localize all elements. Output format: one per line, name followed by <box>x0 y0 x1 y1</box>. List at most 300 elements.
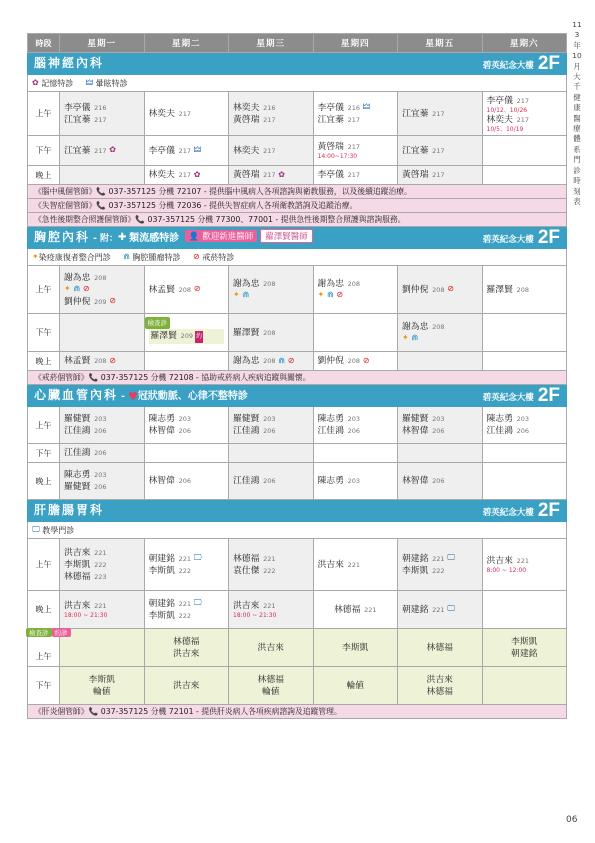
doctor-name: 朝建銘 <box>402 553 429 564</box>
room-number: 217 <box>432 109 445 118</box>
no-smoking-icon: ⊘ <box>336 290 344 299</box>
doctor-name: 林德福 <box>173 636 200 647</box>
room-number: 217 <box>516 96 530 105</box>
room-number: 208 <box>347 357 361 365</box>
room-number: 217 <box>347 115 361 124</box>
dept-name: 腦神經內科 <box>34 55 105 70</box>
doctor-name: 林奕夫 <box>486 114 513 125</box>
slot-row-pm <box>28 136 567 166</box>
schedule-cell <box>398 667 483 705</box>
schedule-cell <box>229 539 314 591</box>
room-number: 208 <box>178 285 192 294</box>
room-number: 206 <box>94 449 107 457</box>
schedule-cell <box>144 444 229 463</box>
doctor-name: 洪吉來 <box>64 601 91 611</box>
schedule-cell <box>229 266 314 314</box>
teaching-clinic-icon: 🖵 <box>193 598 202 607</box>
case-manager-note: 《肝炎個管師》📞 037-357125 分機 72101 - 提供肝炎病人各項疾病諮詢及追蹤管理。 <box>28 705 567 719</box>
covid-recovery-icon: ✦ <box>32 252 39 261</box>
doctor-name: 洪吉來 <box>317 559 344 570</box>
room-number: 208 <box>94 357 107 365</box>
slot-row-am <box>28 266 567 314</box>
doctor-name: 林智偉 <box>148 426 175 436</box>
room-number: 208 <box>263 279 276 288</box>
doctor-name: 江佳鴻 <box>64 426 91 436</box>
slot-row-pm <box>28 314 567 352</box>
note-row <box>28 185 567 199</box>
room-number: 217 <box>347 143 361 151</box>
schedule-cell <box>229 444 314 463</box>
room-number: 216 <box>263 103 276 112</box>
special-clinic-label: 冠狀動脈、心律不整特診 <box>137 390 248 402</box>
note-row <box>28 213 567 227</box>
slot-label-cell <box>28 629 68 667</box>
schedule-cell <box>144 539 229 591</box>
doctor-name: 陳志勇 <box>486 414 513 424</box>
doctor-name: 江佳鴻 <box>64 448 91 458</box>
doctor-name: 黃啓瑞 <box>402 170 429 180</box>
room-number: 208 <box>263 328 276 337</box>
doctor-name: 林德福 <box>426 642 453 653</box>
page-number: 06 <box>566 815 578 825</box>
dept-header-gi <box>28 500 567 522</box>
schedule-cell <box>144 166 229 185</box>
dept-sub: - 附： <box>90 233 119 244</box>
welcome-badge: 👤 歡迎新進醫師 <box>185 230 257 242</box>
schedule-cell <box>398 591 483 629</box>
schedule-cell <box>229 352 314 371</box>
room-number: 208 <box>263 357 276 365</box>
doctor-name: 李亭儀 <box>486 95 513 106</box>
schedule-cell <box>60 266 145 314</box>
doctor-name: 黃啓瑞 <box>233 114 260 125</box>
slot-label: 上午 <box>28 407 60 444</box>
room-number: 206 <box>432 477 445 485</box>
time-note: 14:00~17:30 <box>317 153 358 160</box>
date-note: 10/12、10/26 <box>486 106 528 114</box>
doctor-name: 林德福 <box>426 686 453 697</box>
schedule-cell <box>313 352 398 371</box>
doctor-name: 洪吉來 <box>64 547 91 558</box>
flu-icon: ✚ <box>118 232 127 243</box>
heart-icon: ♥ <box>128 389 138 403</box>
schedule-cell <box>144 629 229 667</box>
doctor-name: 劉仲倪 <box>402 284 429 295</box>
room-number: 209 <box>94 297 107 306</box>
room-number: 222 <box>178 611 192 620</box>
dept-name: 肝膽腸胃科 <box>34 502 105 517</box>
room-number: 203 <box>94 471 107 479</box>
doctor-name: 羅澤賢 <box>233 327 260 338</box>
schedule-cell <box>313 266 398 314</box>
slot-label: 下午 <box>28 136 60 166</box>
doctor-name: 謝為忠 <box>233 278 260 289</box>
room-number: 206 <box>516 427 530 435</box>
room-number: 217 <box>516 115 530 124</box>
room-number: 208 <box>432 285 445 294</box>
dizziness-clinic-icon: 🜲 <box>193 145 202 154</box>
schedule-cell <box>313 314 398 352</box>
doctor-name: 謝為忠 <box>233 356 260 366</box>
room-number: 221 <box>94 602 107 610</box>
case-manager-note: 《失智症個管師》📞 037-357125 分機 72036 - 提供失智症病人各項衛教諮詢及追蹤治療。 <box>28 199 567 213</box>
room-number: 217 <box>347 171 361 179</box>
note-row <box>28 371 567 385</box>
lung-icon: ⋒ <box>411 333 419 342</box>
doctor-name: 劉仲倪 <box>64 296 91 307</box>
room-number: 221 <box>263 554 276 563</box>
room-number: 206 <box>94 427 107 435</box>
slot-label: 上午 <box>28 266 60 314</box>
exam-clinic-tag: 檢查診 <box>145 317 171 329</box>
schedule-cell <box>313 463 398 500</box>
dept-header-chest <box>28 227 567 249</box>
time-note: 8:00 ~ 12:00 <box>486 567 527 574</box>
dept-name: 心臟血管內科 <box>34 387 119 402</box>
slot-row-am <box>28 92 567 136</box>
slot-label: 上午 <box>35 652 52 661</box>
schedule-cell <box>229 407 314 444</box>
doctor-name: 李亭儀 <box>64 102 91 113</box>
doctor-name: 江宜蓁 <box>64 145 91 156</box>
teaching-clinic-icon: 🖵 <box>193 553 202 562</box>
room-number: 221 <box>516 557 530 565</box>
schedule-cell <box>60 667 145 705</box>
schedule-cell <box>313 591 398 629</box>
legend-label: 教學門診 <box>42 525 75 535</box>
schedule-cell <box>482 166 567 185</box>
slot-label: 晚上 <box>28 591 60 629</box>
floor-label: 2F <box>537 384 560 406</box>
legend-label: 記憶特診 <box>41 78 74 88</box>
schedule-cell <box>482 444 567 463</box>
doctor-name: 江佳鴻 <box>486 426 513 436</box>
doctor-name: 黃啓瑞 <box>317 142 344 152</box>
room-number: 221 <box>263 602 276 610</box>
schedule-cell <box>482 629 567 667</box>
case-manager-note: 《戒菸個管師》📞 037-357125 分機 72108 - 協助戒菸病人疾病追蹤與關懷。 <box>28 371 567 385</box>
dizziness-clinic-icon: 🜲 <box>85 78 94 87</box>
covid-recovery-icon: ✦ <box>317 290 325 299</box>
schedule-cell <box>482 407 567 444</box>
schedule-cell <box>398 136 483 166</box>
doctor-name: 羅健賢 <box>64 482 91 492</box>
room-number: 216 <box>347 103 361 112</box>
room-number: 206 <box>178 427 192 435</box>
room-number: 203 <box>347 415 361 423</box>
doctor-name: 江宜蓁 <box>64 114 91 125</box>
slot-row-eve <box>28 352 567 371</box>
slot-row-eve <box>28 166 567 185</box>
flu-clinic-label: 類流感特診 <box>129 232 180 244</box>
dept-sub: - <box>118 391 129 402</box>
doctor-name: 黃啓瑞 <box>233 170 260 180</box>
doctor-name: 江佳鴻 <box>317 426 344 436</box>
covid-recovery-icon: ✦ <box>402 333 409 342</box>
date-note: 10/5、10/19 <box>486 125 524 133</box>
doctor-name: 朝建銘 <box>402 604 429 615</box>
room-number: 203 <box>263 415 276 423</box>
room-number: 222 <box>432 566 445 575</box>
legend-row <box>28 249 567 266</box>
no-smoking-icon: ⊘ <box>362 355 370 365</box>
no-smoking-icon: ⊘ <box>287 355 295 365</box>
schedule-cell <box>313 444 398 463</box>
memory-clinic-icon: ✿ <box>193 169 201 179</box>
schedule-cell <box>60 92 145 136</box>
case-manager-note: 《急性後期整合照護個管師》📞 037-357125 分機 77300、77001 - 提供急性後期整合照護與諮詢服務。 <box>28 213 567 227</box>
teaching-clinic-icon: 🖵 <box>447 604 456 613</box>
schedule-cell <box>313 407 398 444</box>
doctor-name: 羅健賢 <box>233 414 260 424</box>
schedule-cell <box>398 444 483 463</box>
new-doctor-badge: 蘿澤賢醫師 <box>260 229 313 243</box>
doctor-name: 江佳鴻 <box>233 426 260 436</box>
room-number: 217 <box>94 146 107 155</box>
schedule-cell <box>313 166 398 185</box>
room-number: 217 <box>178 109 192 118</box>
legend-label: 胸腔腫瘤特診 <box>132 252 181 262</box>
room-number: 208 <box>516 285 530 294</box>
time-note: 18:00 ~ 21:30 <box>64 612 108 619</box>
slot-row-am <box>28 539 567 591</box>
schedule-cell <box>482 591 567 629</box>
schedule-cell <box>482 314 567 352</box>
slot-row-exam-pm <box>28 667 567 705</box>
room-number: 216 <box>94 103 107 112</box>
memory-clinic-icon: ✿ <box>109 145 116 154</box>
doctor-name: 陳志勇 <box>148 414 175 424</box>
schedule-cell <box>144 266 229 314</box>
teaching-clinic-icon: 🖵 <box>32 525 40 534</box>
schedule-cell <box>60 166 145 185</box>
doctor-name: 洪吉來 <box>173 680 200 691</box>
schedule-cell <box>482 136 567 166</box>
lung-icon: ⋒ <box>278 355 285 365</box>
schedule-cell <box>398 407 483 444</box>
schedule-cell <box>144 352 229 371</box>
doctor-name: 林奕夫 <box>233 145 260 156</box>
room-number: 208 <box>347 279 361 288</box>
exam-clinic-tag: 檢查診 <box>26 628 52 637</box>
doctor-name: 林智偉 <box>148 476 175 486</box>
doctor-name: 洪吉來 <box>426 674 453 685</box>
time-note: 18:00 ~ 21:30 <box>233 612 277 619</box>
schedule-cell <box>60 407 145 444</box>
schedule-cell <box>398 266 483 314</box>
room-number: 203 <box>178 415 192 423</box>
schedule-cell <box>229 166 314 185</box>
room-number: 206 <box>94 483 107 491</box>
lung-icon: ⋒ <box>73 284 81 293</box>
room-number: 203 <box>516 415 530 423</box>
doctor-name: 林孟賢 <box>148 284 175 295</box>
schedule-cell <box>60 463 145 500</box>
schedule-cell <box>229 667 314 705</box>
dept-name: 胸腔內科 <box>34 229 91 244</box>
room-number: 221 <box>94 548 107 557</box>
no-smoking-icon: ⊘ <box>193 284 201 293</box>
schedule-cell <box>144 314 229 352</box>
no-smoking-icon: ⊘ <box>193 252 200 261</box>
schedule-cell <box>60 539 145 591</box>
floor-label: 2F <box>537 499 560 521</box>
room-number: 217 <box>432 171 445 179</box>
doctor-name: 李斯凱 <box>342 642 369 653</box>
room-number: 217 <box>432 146 445 155</box>
no-smoking-icon: ⊘ <box>82 284 90 293</box>
schedule-cell <box>398 166 483 185</box>
slot-row-am <box>28 407 567 444</box>
schedule-cell <box>60 591 145 629</box>
header-mon: 星期一 <box>60 34 145 53</box>
doctor-name: 謝為忠 <box>317 278 344 289</box>
doctor-name: 林智偉 <box>402 476 429 486</box>
room-number: 217 <box>94 115 107 124</box>
room-number: 206 <box>263 477 276 485</box>
slot-label: 晚上 <box>28 463 60 500</box>
memory-clinic-icon: ✿ <box>278 169 285 179</box>
schedule-cell <box>144 407 229 444</box>
header-time: 時段 <box>28 34 60 53</box>
slot-row-pm <box>28 444 567 463</box>
appointment-badge: 約 <box>195 331 203 343</box>
schedule-cell <box>144 92 229 136</box>
schedule-cell <box>229 136 314 166</box>
doctor-name: 李斯凱 <box>148 610 175 621</box>
doctor-name: 謝為忠 <box>402 321 429 332</box>
schedule-cell <box>60 629 145 667</box>
dept-header-neuro <box>28 53 567 75</box>
welcome-label: 歡迎新進醫師 <box>202 231 254 242</box>
doctor-name: 李斯凱 <box>64 559 91 570</box>
header-row <box>28 34 567 53</box>
doctor-name: 李斯凱 <box>402 565 429 576</box>
side-vertical-title: 113年10月大千健康醫療體系門診時刻表 <box>572 20 582 206</box>
header-sat: 星期六 <box>482 34 567 53</box>
header-tue: 星期二 <box>144 34 229 53</box>
doctor-name: 李斯凱 <box>88 674 115 685</box>
room-number: 223 <box>94 572 107 581</box>
lung-icon: ⋒ <box>326 290 334 299</box>
doctor-name: 林奕夫 <box>148 108 175 119</box>
room-number: 217 <box>178 171 192 179</box>
doctor-name: 羅澤賢 <box>150 331 177 341</box>
room-number: 217 <box>263 171 276 179</box>
note-row <box>28 199 567 213</box>
schedule-cell <box>482 266 567 314</box>
schedule-cell <box>398 92 483 136</box>
schedule-cell <box>229 591 314 629</box>
doctor-name: 洪吉來 <box>257 642 284 653</box>
slot-label: 下午 <box>28 444 60 463</box>
covid-recovery-icon: ✦ <box>233 290 240 299</box>
note-row <box>28 705 567 719</box>
doctor-name: 林德福 <box>64 571 91 582</box>
no-smoking-icon: ⊘ <box>447 284 454 293</box>
room-number: 221 <box>364 605 377 614</box>
no-smoking-icon: ⊘ <box>109 355 116 365</box>
legend-label: 染疫康復者整合門診 <box>38 252 111 262</box>
clinic-schedule-table <box>27 33 567 719</box>
memory-clinic-icon: ✿ <box>32 78 39 87</box>
doctor-name: 謝為忠 <box>64 272 91 283</box>
legend-row <box>28 522 567 539</box>
room-number: 203 <box>347 477 361 485</box>
doctor-name: 李亭儀 <box>317 102 344 113</box>
schedule-cell <box>60 444 145 463</box>
room-number: 217 <box>178 146 192 155</box>
doctor-name: 洪吉來 <box>486 556 513 566</box>
slot-label: 上午 <box>28 539 60 591</box>
doctor-name: 輪値 <box>92 686 111 697</box>
schedule-cell <box>482 463 567 500</box>
legend-label: 暈眩特診 <box>95 78 128 88</box>
schedule-cell <box>60 352 145 371</box>
appointment-tag: 約診 <box>52 628 71 637</box>
schedule-cell <box>229 463 314 500</box>
schedule-cell <box>398 314 483 352</box>
slot-row-exam-am <box>28 629 567 667</box>
room-number: 217 <box>263 115 276 124</box>
doctor-name: 林德福 <box>233 553 260 564</box>
doctor-name: 袁仕傑 <box>233 565 260 576</box>
case-manager-note: 《腦中風個管師》📞 037-357125 分機 72107 - 提供腦中風病人各項諮詢與衛教服務，以及後續追蹤治療。 <box>28 185 567 199</box>
doctor-name: 劉仲倪 <box>317 356 344 366</box>
doctor-name: 林奕夫 <box>148 170 175 180</box>
doctor-name: 陳志勇 <box>317 414 344 424</box>
building-label: 碧英紀念大樓 <box>482 507 534 518</box>
legend-row <box>28 75 567 92</box>
room-number: 222 <box>263 566 276 575</box>
header-wed: 星期三 <box>229 34 314 53</box>
room-number: 222 <box>178 566 192 575</box>
room-number: 206 <box>347 427 361 435</box>
slot-label: 晚上 <box>28 166 60 185</box>
room-number: 221 <box>432 554 445 563</box>
schedule-cell <box>482 667 567 705</box>
doctor-name: 林奕夫 <box>233 102 260 113</box>
room-number: 209 <box>180 332 194 340</box>
no-smoking-icon: ⊘ <box>109 296 116 305</box>
room-number: 206 <box>178 477 192 485</box>
slot-row-eve <box>28 591 567 629</box>
lung-icon: ⋒ <box>123 252 130 261</box>
schedule-cell <box>398 629 483 667</box>
doctor-name: 羅澤賢 <box>486 284 513 295</box>
doctor-name: 輪値 <box>261 686 280 697</box>
schedule-cell <box>482 539 567 591</box>
room-number: 221 <box>432 605 445 614</box>
schedule-cell <box>482 92 567 136</box>
room-number: 217 <box>263 146 276 155</box>
room-number: 206 <box>263 427 276 435</box>
doctor-name: 洪吉來 <box>233 601 260 611</box>
schedule-cell <box>144 667 229 705</box>
dept-header-cardio <box>28 385 567 407</box>
slot-label: 晚上 <box>28 352 60 371</box>
room-number: 203 <box>432 415 445 423</box>
doctor-name: 李斯凱 <box>511 636 538 647</box>
doctor-name: 羅健賢 <box>64 414 91 424</box>
doctor-name: 輪値 <box>346 680 365 691</box>
doctor-name: 洪吉來 <box>173 648 200 659</box>
doctor-name: 江宜蓁 <box>402 145 429 156</box>
doctor-name: 林孟賢 <box>64 356 91 366</box>
schedule-cell <box>144 136 229 166</box>
covid-recovery-icon: ✦ <box>64 284 71 293</box>
doctor-name: 羅健賢 <box>402 414 429 424</box>
